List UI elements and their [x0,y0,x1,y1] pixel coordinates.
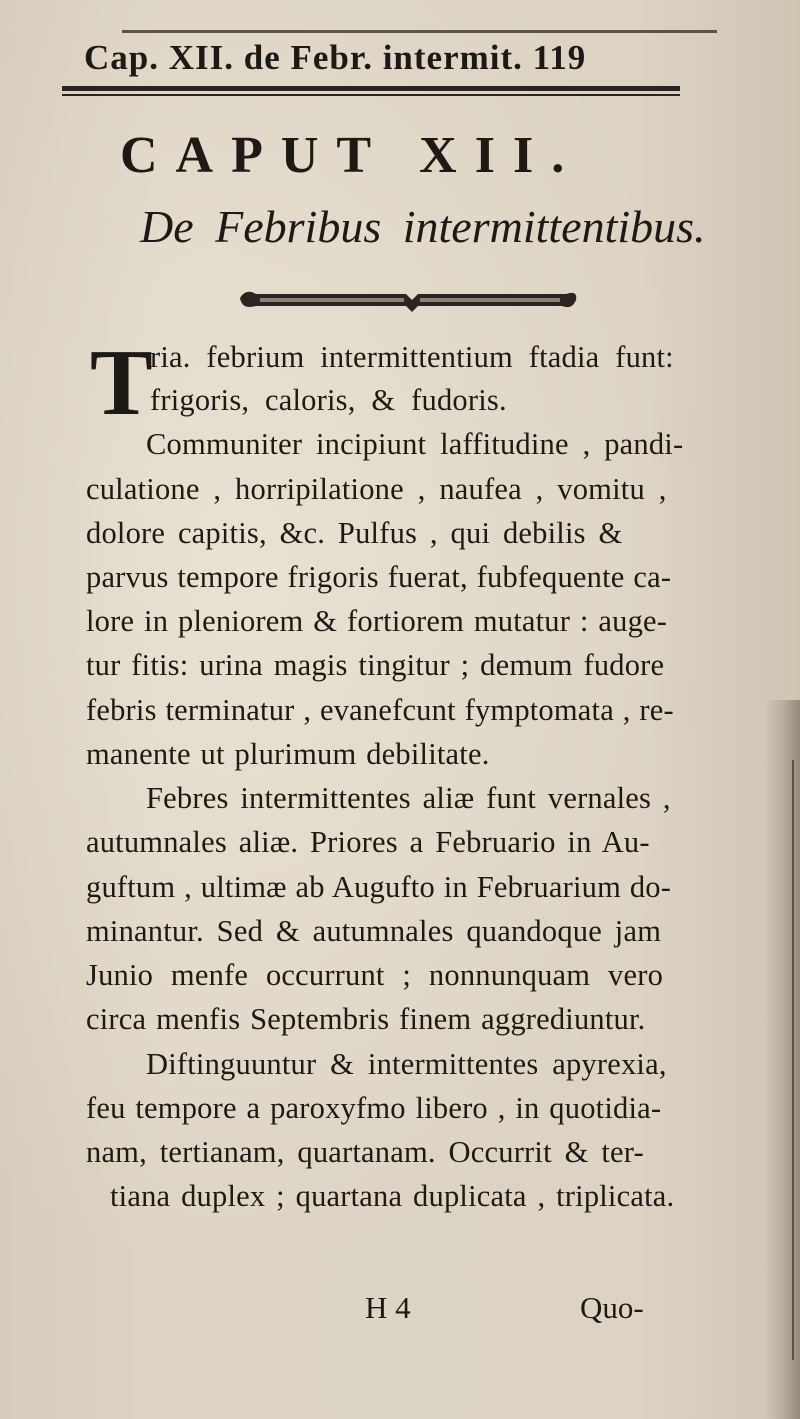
page-edge-shadow [764,700,800,1419]
running-header: Cap. XII. de Febr. intermit. 119 [84,38,587,77]
text-line: parvus tempore frigoris fuerat, fubfequente ca- [86,560,672,594]
text-line: dolore capitis, &c. Pulfus , qui debilis & [86,516,623,550]
chapter-subtitle: De Febribus intermittentibus. [140,201,706,252]
text-line: manente ut plurimum debilitate. [86,737,490,771]
text-line: circa menfis Septembris finem aggrediuntur. [86,1002,646,1036]
text-line: febris terminatur , evanefcunt fymptomata , re- [86,693,674,727]
text-line: Communiter incipiunt laffitudine , pandi- [146,427,684,461]
drop-cap: T [90,331,153,435]
page-edge-line [792,760,794,1360]
text-line: feu tempore a paroxyfmo libero , in quotidia- [86,1091,662,1125]
text-line: tur fitis: urina magis tingitur ; demum fudore [86,648,665,682]
text-line: minantur. Sed & autumnales quandoque jam [86,914,662,948]
signature-mark: H 4 [365,1290,411,1325]
ornament-rule [236,280,582,320]
text-line: Junio menfe occurrunt ; nonnunquam vero [86,958,664,992]
chapter-title: CAPUT XII. [120,127,583,184]
text-line: guftum , ultimæ ab Augufto in Februarium do- [86,870,672,904]
top-rule [122,30,717,33]
text-line: Diftinguuntur & intermittentes apyrexia, [146,1047,667,1081]
text-line: culatione , horripilatione , naufea , vomitu , [86,472,667,506]
text-line: frigoris, caloris, & fudoris. [150,383,507,417]
catchword: Quo- [580,1290,644,1325]
text-line: lore in pleniorem & fortiorem mutatur : auge- [86,604,668,638]
text-line: nam, tertianam, quartanam. Occurrit & ter- [86,1135,644,1169]
text-line: Febres intermittentes aliæ funt vernales , [146,781,671,815]
text-line: autumnales aliæ. Priores a Februario in Au- [86,825,650,859]
text-line: ria. febrium intermittentium ftadia funt: [150,340,674,374]
header-rule [62,86,680,100]
text-line: tiana duplex ; quartana duplicata , triplicata. [110,1179,675,1213]
